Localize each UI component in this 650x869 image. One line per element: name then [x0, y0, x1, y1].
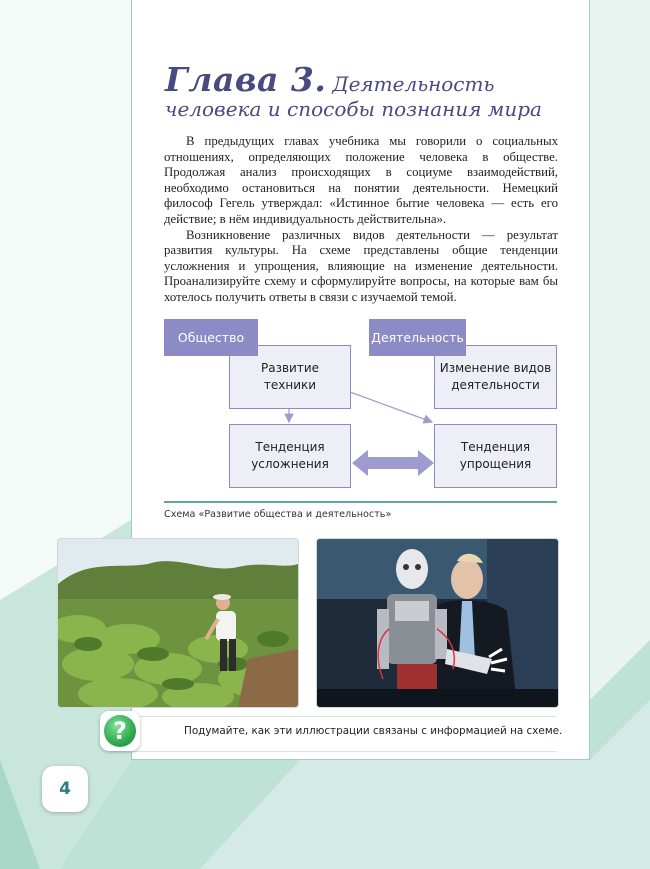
- photo-gardener: [57, 538, 299, 708]
- question-text: Подумайте, как эти иллюстрации связаны с информацией на схеме.: [184, 725, 563, 737]
- question-icon: ?: [100, 711, 140, 751]
- page-number: 4: [42, 766, 88, 812]
- box-tech-development: Развитие техники: [229, 345, 351, 409]
- arrow-tech-to-simple: [350, 392, 432, 422]
- double-arrow: [352, 450, 434, 476]
- chapter-title-line2: человека и способы познания мира: [165, 97, 542, 121]
- caption-divider: [164, 501, 557, 503]
- tag-activity: Деятельность: [369, 319, 466, 356]
- scheme-caption: Схема «Развитие общества и деятельность»: [164, 509, 392, 520]
- chapter-title-line1: Деятельность: [332, 72, 495, 96]
- tag-society: Общество: [164, 319, 258, 356]
- paragraph-2: Возникновение различных видов деятельности — результат развития культуры. На схеме представлены общие тенденции усложнения и упрощения, влияющие на изменение деятельности. Проанализируйте схему и сформулируйте вопросы, на которые вам бы хотелось получить ответы в связи с изучаемой темой.: [164, 227, 558, 304]
- box-simplification-trend: Тенденция упрощения: [434, 424, 557, 488]
- chapter-number: Глава 3.: [165, 60, 327, 99]
- box-complication-trend: Тенденция усложнения: [229, 424, 351, 488]
- box-activity-change: Изменение видов деятельности: [434, 345, 557, 409]
- chapter-title: [165, 60, 585, 121]
- body-text: [164, 134, 558, 306]
- paragraph-1: В предыдущих главах учебника мы говорили о социальных отношениях, определяющих положение человека в обществе. Продолжая анализ происходящих в социуме взаимодействий, необходимо остановиться на понятии деятельности. Немецкий философ Гегель утверждал: «Истинное бытие человека — есть его действие; в нём индивидуальность действительна».: [164, 134, 558, 226]
- photo-robot: [316, 538, 559, 708]
- scheme-diagram: [164, 318, 558, 490]
